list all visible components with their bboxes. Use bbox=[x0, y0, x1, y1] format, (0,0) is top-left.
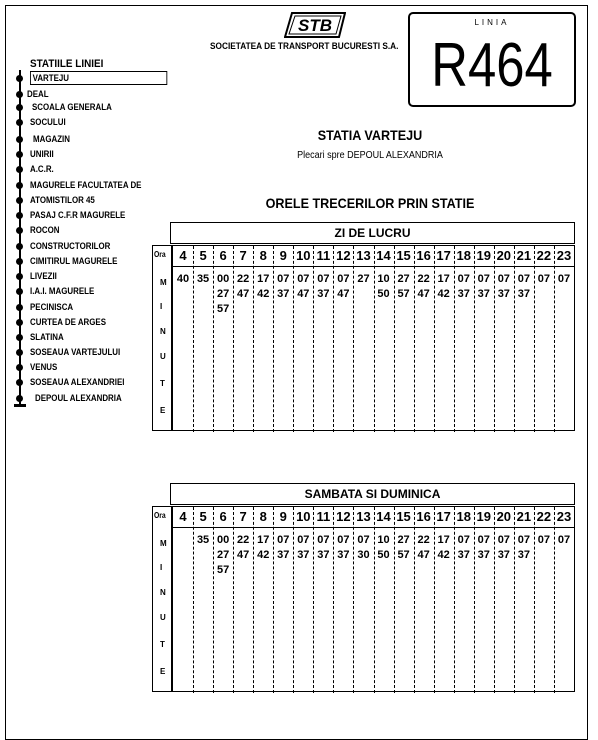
minute-cell: 07 bbox=[277, 534, 290, 546]
minute-letter: E bbox=[160, 667, 166, 676]
minute-cell: 37 bbox=[517, 549, 530, 561]
minute-cell: 07 bbox=[537, 273, 551, 285]
minute-cell: 35 bbox=[196, 534, 210, 546]
minute-cell: 50 bbox=[377, 549, 390, 561]
minute-cell: 37 bbox=[497, 288, 510, 300]
minute-cell: 42 bbox=[437, 549, 450, 561]
hour-cell: 5 bbox=[199, 248, 207, 263]
minute-cell: 47 bbox=[417, 288, 430, 300]
station-dot-icon bbox=[16, 334, 23, 341]
station-dot-icon bbox=[16, 288, 23, 295]
hour-cell: 19 bbox=[476, 248, 491, 263]
station-dot-icon bbox=[16, 319, 23, 326]
minute-cell: 37 bbox=[277, 288, 290, 300]
station-dot-icon bbox=[16, 379, 23, 386]
minute-cell: 07 bbox=[457, 534, 470, 546]
station-name: VARTEJU bbox=[30, 71, 167, 85]
minute-cell: 47 bbox=[297, 288, 310, 300]
station-name: MAGAZIN bbox=[33, 134, 70, 144]
hour-cell: 11 bbox=[316, 248, 331, 263]
hour-cell: 7 bbox=[239, 509, 247, 524]
station-name: PECINISCA bbox=[30, 302, 74, 312]
minutes-grid bbox=[172, 245, 575, 431]
station-name: SOSEAUA ALEXANDRIEI bbox=[30, 377, 125, 387]
minute-letter: M bbox=[160, 539, 167, 548]
minute-letter: M bbox=[160, 278, 167, 287]
minute-cell: 07 bbox=[557, 534, 571, 546]
station-name: PASAJ C.F.R MAGURELE bbox=[30, 210, 126, 220]
minute-letter: T bbox=[160, 640, 165, 649]
station-name: DEAL bbox=[27, 89, 49, 99]
station-name: SOSEAUA VARTEJULUI bbox=[30, 347, 121, 357]
minute-cell: 17 bbox=[437, 534, 450, 546]
station-name: A.C.R. bbox=[30, 164, 54, 174]
minute-cell: 57 bbox=[397, 288, 410, 300]
hour-cell: 16 bbox=[416, 248, 431, 263]
minute-cell: 00 bbox=[216, 273, 230, 285]
station-dot-icon bbox=[16, 258, 23, 265]
hour-cell: 14 bbox=[376, 509, 391, 524]
minutes-grid bbox=[172, 506, 575, 692]
minute-cell: 17 bbox=[257, 273, 270, 285]
minute-cell: 17 bbox=[437, 273, 450, 285]
station-dot-icon bbox=[16, 243, 23, 250]
station-name: VENUS bbox=[30, 362, 58, 372]
minute-cell: 07 bbox=[317, 273, 330, 285]
station-dot-icon bbox=[16, 166, 23, 173]
minute-letter: I bbox=[160, 302, 163, 311]
hour-cell: 8 bbox=[259, 248, 267, 263]
station-dot-icon bbox=[16, 304, 23, 311]
minute-cell: 07 bbox=[317, 534, 330, 546]
station-name: CURTEA DE ARGES bbox=[30, 317, 106, 327]
station-name: DEPOUL ALEXANDRIA bbox=[35, 393, 122, 403]
minute-letter: E bbox=[160, 406, 166, 415]
ora-label: Ora bbox=[154, 511, 166, 520]
hour-cell: 9 bbox=[279, 248, 287, 263]
minute-cell: 57 bbox=[216, 303, 230, 315]
line-badge bbox=[408, 12, 576, 107]
minute-cell: 07 bbox=[497, 534, 510, 546]
hour-cell: 15 bbox=[396, 509, 411, 524]
hour-cell: 6 bbox=[219, 509, 227, 524]
minute-cell: 07 bbox=[477, 534, 490, 546]
minute-cell: 37 bbox=[297, 549, 310, 561]
minute-cell: 37 bbox=[497, 549, 510, 561]
hour-cell: 21 bbox=[516, 248, 532, 263]
minute-cell: 50 bbox=[377, 288, 390, 300]
minute-cell: 07 bbox=[497, 273, 510, 285]
minute-cell: 37 bbox=[277, 549, 290, 561]
hour-cell: 13 bbox=[356, 509, 371, 524]
station-dot-icon bbox=[16, 151, 23, 158]
hour-cell: 12 bbox=[336, 248, 351, 263]
station-dot-icon bbox=[16, 273, 23, 280]
station-name: SOCULUI bbox=[30, 117, 66, 127]
minute-cell: 42 bbox=[257, 288, 270, 300]
hour-cell: 13 bbox=[356, 248, 371, 263]
station-dot-icon bbox=[16, 395, 23, 402]
direction-text: Plecari spre DEPOUL ALEXANDRIA bbox=[297, 150, 443, 161]
minute-cell: 10 bbox=[377, 534, 390, 546]
minute-cell: 30 bbox=[357, 549, 370, 561]
minute-cell: 27 bbox=[397, 273, 410, 285]
minute-cell: 07 bbox=[277, 273, 290, 285]
minute-cell: 37 bbox=[317, 288, 330, 300]
hour-cell: 23 bbox=[556, 509, 572, 524]
minute-cell: 57 bbox=[216, 564, 230, 576]
hour-cell: 21 bbox=[516, 509, 532, 524]
station-heading: STATIA VARTEJU bbox=[317, 127, 423, 143]
minute-cell: 27 bbox=[216, 549, 230, 561]
minute-cell: 27 bbox=[357, 273, 370, 285]
minute-cell: 22 bbox=[237, 273, 250, 285]
hour-cell: 11 bbox=[316, 509, 331, 524]
minute-cell: 37 bbox=[477, 288, 490, 300]
hour-cell: 22 bbox=[536, 509, 552, 524]
hour-cell: 17 bbox=[436, 509, 451, 524]
minute-cell: 27 bbox=[397, 534, 410, 546]
station-dot-icon bbox=[16, 104, 23, 111]
minute-cell: 07 bbox=[297, 534, 310, 546]
minute-cell: 07 bbox=[477, 273, 490, 285]
minute-cell: 37 bbox=[337, 549, 350, 561]
station-name: ROCON bbox=[30, 225, 60, 235]
line-code: R464 bbox=[431, 31, 553, 100]
minute-cell: 47 bbox=[417, 549, 430, 561]
hour-cell: 20 bbox=[496, 248, 512, 263]
station-name: ATOMISTILOR 45 bbox=[30, 195, 95, 205]
hour-cell: 19 bbox=[476, 509, 491, 524]
station-name: CIMITIRUL MAGURELE bbox=[30, 256, 118, 266]
minute-cell: 07 bbox=[457, 273, 470, 285]
minute-letter: N bbox=[160, 327, 166, 336]
stb-logo-icon bbox=[284, 12, 346, 38]
minute-cell: 22 bbox=[417, 534, 430, 546]
minute-letter: U bbox=[160, 613, 166, 622]
minute-cell: 17 bbox=[257, 534, 270, 546]
station-dot-icon bbox=[16, 349, 23, 356]
station-name: I.A.I. MAGURELE bbox=[30, 286, 95, 296]
hour-cell: 8 bbox=[259, 509, 267, 524]
ora-column bbox=[152, 506, 172, 692]
hour-cell: 18 bbox=[456, 248, 471, 263]
hour-cell: 23 bbox=[556, 248, 572, 263]
minute-cell: 37 bbox=[517, 288, 530, 300]
minute-cell: 42 bbox=[257, 549, 270, 561]
minute-cell: 07 bbox=[357, 534, 370, 546]
hour-cell: 16 bbox=[416, 509, 431, 524]
minute-cell: 47 bbox=[237, 549, 250, 561]
minute-cell: 37 bbox=[317, 549, 330, 561]
minute-letter: N bbox=[160, 588, 166, 597]
hour-cell: 4 bbox=[179, 248, 187, 263]
schedule-title: ZI DE LUCRU bbox=[170, 222, 575, 244]
line-label: LINIA bbox=[474, 18, 510, 27]
stations-title: STATIILE LINIEI bbox=[30, 58, 104, 70]
station-dot-icon bbox=[16, 75, 23, 82]
ora-label: Ora bbox=[154, 250, 166, 259]
minute-cell: 57 bbox=[397, 549, 410, 561]
hour-cell: 18 bbox=[456, 509, 471, 524]
minute-cell: 37 bbox=[477, 549, 490, 561]
minute-cell: 35 bbox=[196, 273, 210, 285]
station-name: CONSTRUCTORILOR bbox=[30, 241, 111, 251]
minute-cell: 22 bbox=[237, 534, 250, 546]
minute-cell: 07 bbox=[297, 273, 310, 285]
minute-letter: I bbox=[160, 563, 163, 572]
minute-cell: 22 bbox=[417, 273, 430, 285]
hour-cell: 17 bbox=[436, 248, 451, 263]
station-dot-icon bbox=[16, 227, 23, 234]
minute-letter: U bbox=[160, 352, 166, 361]
minute-cell: 07 bbox=[337, 534, 350, 546]
minute-cell: 42 bbox=[437, 288, 450, 300]
hour-cell: 9 bbox=[279, 509, 287, 524]
station-name: SLATINA bbox=[30, 332, 64, 342]
hour-cell: 15 bbox=[396, 248, 411, 263]
minute-cell: 07 bbox=[537, 534, 551, 546]
station-dot-icon bbox=[16, 212, 23, 219]
station-dot-icon bbox=[16, 364, 23, 371]
station-name: SCOALA GENERALA bbox=[32, 102, 112, 112]
station-dot-icon bbox=[16, 91, 23, 98]
station-dot-icon bbox=[16, 197, 23, 204]
schedule-heading: ORELE TRECERILOR PRIN STATIE bbox=[265, 195, 475, 211]
minute-cell: 07 bbox=[337, 273, 350, 285]
minute-cell: 37 bbox=[457, 549, 470, 561]
minute-cell: 07 bbox=[517, 273, 530, 285]
hour-cell: 20 bbox=[496, 509, 512, 524]
minute-cell: 10 bbox=[377, 273, 390, 285]
station-dot-icon bbox=[16, 182, 23, 189]
hour-cell: 4 bbox=[179, 509, 187, 524]
hour-cell: 22 bbox=[536, 248, 552, 263]
station-name: UNIRII bbox=[30, 149, 54, 159]
minute-cell: 40 bbox=[176, 273, 190, 285]
company-name: SOCIETATEA DE TRANSPORT BUCURESTI S.A. bbox=[210, 41, 399, 51]
ora-column bbox=[152, 245, 172, 431]
schedule-title: SAMBATA SI DUMINICA bbox=[170, 483, 575, 505]
hour-cell: 12 bbox=[336, 509, 351, 524]
minute-cell: 47 bbox=[237, 288, 250, 300]
minute-cell: 00 bbox=[216, 534, 230, 546]
station-dot-icon bbox=[16, 136, 23, 143]
minute-cell: 07 bbox=[517, 534, 530, 546]
svg-text:STB: STB bbox=[298, 16, 332, 35]
minute-cell: 07 bbox=[557, 273, 571, 285]
hour-cell: 10 bbox=[296, 248, 311, 263]
minute-cell: 27 bbox=[216, 288, 230, 300]
station-dot-icon bbox=[16, 119, 23, 126]
station-name: MAGURELE FACULTATEA DE bbox=[30, 180, 142, 190]
minute-cell: 37 bbox=[457, 288, 470, 300]
hour-cell: 14 bbox=[376, 248, 391, 263]
minute-cell: 47 bbox=[337, 288, 350, 300]
station-name: LIVEZII bbox=[30, 271, 57, 281]
route-end-marker bbox=[14, 404, 26, 407]
hour-cell: 6 bbox=[219, 248, 227, 263]
minute-letter: T bbox=[160, 379, 165, 388]
hour-cell: 7 bbox=[239, 248, 247, 263]
hour-cell: 5 bbox=[199, 509, 207, 524]
hour-cell: 10 bbox=[296, 509, 311, 524]
